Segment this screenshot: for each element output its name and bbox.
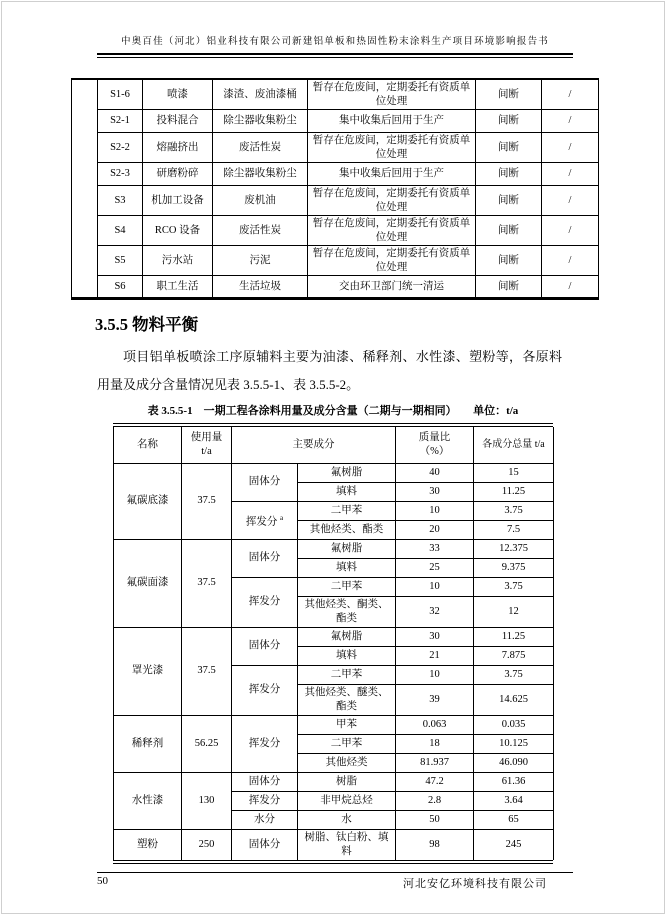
cell-component: 氟树脂: [298, 627, 396, 646]
cell-frequency: 间断: [476, 186, 542, 216]
table-row: [114, 463, 554, 482]
cell-component: 水: [298, 810, 396, 829]
cell-code: S2-3: [98, 163, 143, 186]
cell-ratio: 33: [396, 539, 474, 558]
table-row: [72, 246, 599, 276]
header-row: [114, 427, 554, 463]
cell-ratio: 10: [396, 665, 474, 684]
cell-component: 氟树脂: [298, 463, 396, 482]
cell-waste: 污泥: [213, 246, 308, 276]
header-title: 中奥百佳（河北）铝业科技有限公司新建铝单板和热固性粉末涂料生产项目环境影响报告书: [120, 37, 549, 47]
table-row: [114, 627, 554, 646]
cell-note: /: [542, 79, 599, 110]
table-row: [72, 133, 599, 163]
cell-waste: 除尘器收集粉尘: [213, 163, 308, 186]
col-header-components: 主要成分: [232, 427, 396, 463]
cell-component: 二甲苯: [298, 577, 396, 596]
cell-component: 其他烃类、酮类、酯类: [298, 596, 396, 627]
cell-material-name: 稀释剂: [114, 715, 182, 772]
cell-total: 12.375: [474, 539, 554, 558]
cell-material-name: 罩光漆: [114, 627, 182, 715]
body-paragraph: 项目铝单板喷涂工序原辅料主要为油漆、稀释剂、水性漆、塑粉等，各原料用量及成分含量情况见表 3.5.5-1、表 3.5.5-2。: [97, 349, 562, 392]
cell-ratio: 30: [396, 482, 474, 501]
cell-note: /: [542, 163, 599, 186]
cell-frequency: 间断: [476, 216, 542, 246]
table-row: [72, 186, 599, 216]
cell-category: 固体分: [232, 772, 298, 791]
cell-ratio: 2.8: [396, 791, 474, 810]
cell-component: 氟树脂: [298, 539, 396, 558]
cell-disposal: 暂存在危废间，定期委托有资质单位处理: [308, 186, 476, 216]
page-footer: [97, 872, 573, 891]
material-balance-table: [113, 427, 554, 860]
cell-note: /: [542, 186, 599, 216]
cell-category: 挥发分: [232, 577, 298, 627]
cell-note: /: [542, 246, 599, 276]
footer-company: 河北安亿环境科技有限公司: [403, 878, 547, 890]
cell-code: S2-1: [98, 110, 143, 133]
cell-ratio: 47.2: [396, 772, 474, 791]
cell-process: 污水站: [143, 246, 213, 276]
cell-code: S6: [98, 276, 143, 299]
continued-category-cell: [72, 79, 98, 299]
cell-disposal: 暂存在危废间，定期委托有资质单位处理: [308, 133, 476, 163]
cell-category: 固体分: [232, 539, 298, 577]
cell-ratio: 32: [396, 596, 474, 627]
cell-material-name: 氟碳底漆: [114, 463, 182, 539]
cell-material-name: 水性漆: [114, 772, 182, 829]
table-row: [114, 539, 554, 558]
cell-category: 固体分: [232, 829, 298, 860]
cell-material-name: 氟碳面漆: [114, 539, 182, 627]
col-header-ratio: 质量比 （%）: [396, 427, 474, 463]
cell-frequency: 间断: [476, 163, 542, 186]
cell-frequency: 间断: [476, 79, 542, 110]
col-header-name: 名称: [114, 427, 182, 463]
cell-ratio: 81.937: [396, 753, 474, 772]
cell-disposal: 暂存在危废间，定期委托有资质单位处理: [308, 79, 476, 110]
cell-component: 甲苯: [298, 715, 396, 734]
cell-waste: 废活性炭: [213, 133, 308, 163]
cell-ratio: 10: [396, 501, 474, 520]
col-header-usage: 使用量 t/a: [182, 427, 232, 463]
cell-total: 7.875: [474, 646, 554, 665]
cell-component: 树脂、钛白粉、填料: [298, 829, 396, 860]
cell-category: 挥发分: [232, 665, 298, 715]
cell-total: 7.5: [474, 520, 554, 539]
table-row: [114, 772, 554, 791]
cell-total: 3.75: [474, 577, 554, 596]
cell-disposal: 集中收集后回用于生产: [308, 163, 476, 186]
cell-process: 投料混合: [143, 110, 213, 133]
cell-process: 职工生活: [143, 276, 213, 299]
cell-disposal: 暂存在危废间，定期委托有资质单位处理: [308, 246, 476, 276]
cell-total: 3.75: [474, 665, 554, 684]
col-header-total: 各成分总量 t/a: [474, 427, 554, 463]
header-rule: [97, 53, 573, 58]
cell-component: 二甲苯: [298, 665, 396, 684]
cell-code: S2-2: [98, 133, 143, 163]
cell-ratio: 30: [396, 627, 474, 646]
table-row: [114, 829, 554, 860]
cell-total: 3.64: [474, 791, 554, 810]
cell-category: 固体分: [232, 627, 298, 665]
cell-disposal: 交由环卫部门统一清运: [308, 276, 476, 299]
cell-waste: 漆渣、废油漆桶: [213, 79, 308, 110]
cell-frequency: 间断: [476, 133, 542, 163]
cell-ratio: 98: [396, 829, 474, 860]
table-row: [72, 163, 599, 186]
cell-total: 0.035: [474, 715, 554, 734]
cell-usage: 250: [182, 829, 232, 860]
cell-process: 机加工设备: [143, 186, 213, 216]
cell-component: 非甲烷总烃: [298, 791, 396, 810]
cell-component: 其他烃类、酯类: [298, 520, 396, 539]
cell-total: 12: [474, 596, 554, 627]
cell-total: 245: [474, 829, 554, 860]
cell-category: 挥发分 $^a$: [232, 501, 298, 539]
cell-component: 填料: [298, 482, 396, 501]
cell-code: S4: [98, 216, 143, 246]
material-table-frame: [113, 423, 553, 864]
cell-code: S1-6: [98, 79, 143, 110]
cell-total: 10.125: [474, 734, 554, 753]
cell-total: 14.625: [474, 684, 554, 715]
cell-total: 9.375: [474, 558, 554, 577]
cell-total: 65: [474, 810, 554, 829]
cell-frequency: 间断: [476, 246, 542, 276]
table-row: [72, 79, 599, 110]
cell-category: 挥发分: [232, 791, 298, 810]
section-heading: 3.5.5 物料平衡: [95, 315, 199, 334]
cell-process: 熔融挤出: [143, 133, 213, 163]
cell-note: /: [542, 276, 599, 299]
cell-waste: 废机油: [213, 186, 308, 216]
cell-disposal: 集中收集后回用于生产: [308, 110, 476, 133]
table-row: [72, 216, 599, 246]
cell-process: 喷漆: [143, 79, 213, 110]
cell-ratio: 39: [396, 684, 474, 715]
cell-total: 3.75: [474, 501, 554, 520]
cell-category: 固体分: [232, 463, 298, 501]
cell-ratio: 0.063: [396, 715, 474, 734]
cell-process: 研磨粉碎: [143, 163, 213, 186]
cell-total: 11.25: [474, 482, 554, 501]
cell-component: 其他烃类、醚类、酯类: [298, 684, 396, 715]
table-caption: 表 3.5.5-1 一期工程各涂料用量及成分含量（二期与一期相同） 单位：t/a: [147, 405, 519, 417]
cell-frequency: 间断: [476, 110, 542, 133]
cell-ratio: 25: [396, 558, 474, 577]
footnote-marker: a: [280, 513, 284, 522]
cell-code: S3: [98, 186, 143, 216]
cell-usage: 37.5: [182, 463, 232, 539]
cell-ratio: 10: [396, 577, 474, 596]
cell-component: 二甲苯: [298, 501, 396, 520]
table-row: [72, 110, 599, 133]
cell-component: 树脂: [298, 772, 396, 791]
cell-frequency: 间断: [476, 276, 542, 299]
cell-ratio: 20: [396, 520, 474, 539]
cell-ratio: 21: [396, 646, 474, 665]
page-number: 50: [97, 875, 108, 887]
cell-waste: 废活性炭: [213, 216, 308, 246]
cell-component: 其他烃类: [298, 753, 396, 772]
cell-usage: 130: [182, 772, 232, 829]
cell-category: 水分: [232, 810, 298, 829]
cell-total: 46.090: [474, 753, 554, 772]
cell-usage: 37.5: [182, 627, 232, 715]
cell-code: S5: [98, 246, 143, 276]
solid-waste-table: [71, 78, 599, 300]
cell-category: 挥发分: [232, 715, 298, 772]
cell-component: 二甲苯: [298, 734, 396, 753]
cell-component: 填料: [298, 558, 396, 577]
cell-disposal: 暂存在危废间，定期委托有资质单位处理: [308, 216, 476, 246]
cell-component: 填料: [298, 646, 396, 665]
cell-usage: 37.5: [182, 539, 232, 627]
cell-total: 11.25: [474, 627, 554, 646]
table-row: [114, 715, 554, 734]
cell-note: /: [542, 110, 599, 133]
cell-material-name: 塑粉: [114, 829, 182, 860]
cell-note: /: [542, 216, 599, 246]
cell-ratio: 50: [396, 810, 474, 829]
cell-total: 15: [474, 463, 554, 482]
cell-ratio: 18: [396, 734, 474, 753]
cell-process: RCO 设备: [143, 216, 213, 246]
cell-note: /: [542, 133, 599, 163]
cell-usage: 56.25: [182, 715, 232, 772]
cell-ratio: 40: [396, 463, 474, 482]
cell-total: 61.36: [474, 772, 554, 791]
table-row: [72, 276, 599, 299]
cell-waste: 除尘器收集粉尘: [213, 110, 308, 133]
cell-waste: 生活垃圾: [213, 276, 308, 299]
